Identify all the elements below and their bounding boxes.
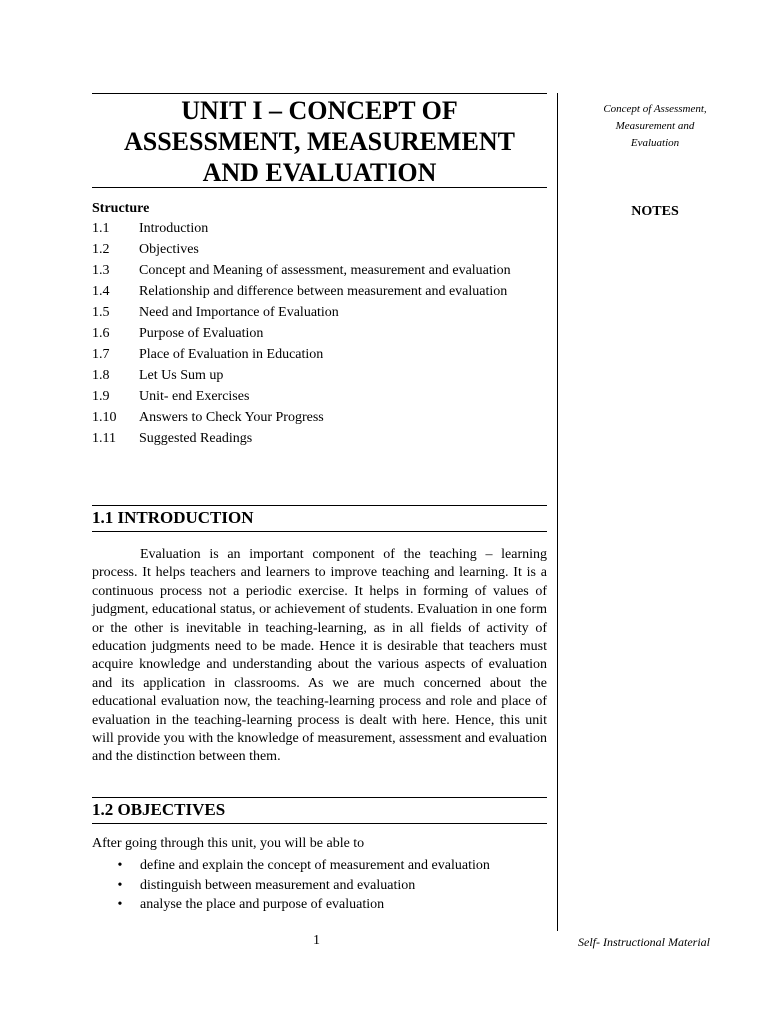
structure-item: [92, 281, 547, 302]
structure-item-number: 1.2: [92, 242, 110, 257]
caption-line: Measurement and: [615, 120, 695, 132]
structure-item-text: Need and Importance of Evaluation: [139, 305, 339, 320]
list-item: [92, 876, 547, 896]
structure-item: [92, 239, 547, 260]
structure-item-text: Answers to Check Your Progress: [139, 410, 324, 425]
structure-item-text: Suggested Readings: [139, 431, 253, 446]
structure-item-number: 1.3: [92, 263, 110, 278]
section-bottom-rule: [92, 823, 547, 824]
structure-item-number: 1.4: [92, 284, 110, 299]
structure-item-text: Purpose of Evaluation: [139, 326, 264, 341]
structure-item-text: Unit- end Exercises: [139, 389, 250, 404]
introduction-paragraph: Evaluation is an important component of the teaching – learning process. It helps teachers and learners to improve teaching and learning. It is a continuous process not a periodic exercise. It helps in forming of values of judgment, educational status, or achievement of students. Evaluation in one form or the other is inevitable in teaching-learning, as in all fields of activity of education judgments need to be made. Hence it is desirable that teachers must acquire knowledge and understanding about the various aspects of evaluation and its application in classrooms. As we are much concerned about the educational evaluation now, the teaching-learning process and role and place of evaluation in the teaching-learning process is dealt with here. Hence, this unit will provide you with the knowledge of measurement, assessment and evaluation and the distinction between them.: [92, 547, 547, 765]
section-top-rule: [92, 505, 547, 506]
structure-item: [92, 218, 547, 239]
section-top-rule: [92, 797, 547, 798]
caption-line: Concept of Assessment,: [603, 103, 707, 115]
structure-item-text: Place of Evaluation in Education: [139, 347, 324, 362]
structure-item-text: Relationship and difference between measurement and evaluation: [139, 284, 508, 299]
margin-divider: [557, 93, 558, 931]
objective-text: analyse the place and purpose of evaluation: [140, 897, 385, 912]
title-line: AND EVALUATION: [202, 158, 437, 187]
title-line: ASSESSMENT, MEASUREMENT: [123, 127, 516, 156]
objective-text: define and explain the concept of measurement and evaluation: [140, 858, 490, 873]
bullet-icon: •: [117, 877, 123, 893]
structure-item: [92, 260, 547, 281]
page-number: 1: [313, 933, 320, 948]
title-top-rule: [92, 93, 547, 94]
structure-item-text: Objectives: [139, 242, 199, 257]
caption-line: Evaluation: [630, 137, 680, 149]
structure-item-number: 1.8: [92, 368, 110, 383]
structure-item-number: 1.7: [92, 347, 110, 362]
structure-item-number: 1.10: [92, 410, 117, 425]
objectives-list: [92, 856, 547, 915]
structure-item: [92, 365, 547, 386]
structure-item: [92, 407, 547, 428]
structure-item-number: 1.9: [92, 389, 110, 404]
notes-label: NOTES: [631, 204, 679, 219]
structure-item: [92, 386, 547, 407]
unit-title: [92, 95, 547, 188]
title-bottom-rule: [92, 187, 547, 188]
introduction-heading: 1.1 INTRODUCTION: [92, 508, 254, 527]
structure-item-number: 1.11: [92, 431, 116, 446]
title-line: UNIT I – CONCEPT OF: [181, 96, 458, 125]
section-bottom-rule: [92, 531, 547, 532]
bullet-icon: •: [117, 858, 123, 873]
structure-item: [92, 323, 547, 344]
structure-item-text: Let Us Sum up: [139, 368, 224, 383]
structure-heading: Structure: [92, 201, 150, 216]
list-item: [92, 856, 547, 876]
structure-item-text: Introduction: [139, 221, 209, 236]
bullet-icon: •: [117, 897, 123, 912]
structure-item-number: 1.5: [92, 305, 110, 320]
structure-item-text: Concept and Meaning of assessment, measurement and evaluation: [139, 263, 511, 278]
structure-item-number: 1.6: [92, 326, 110, 341]
running-header-caption: [580, 101, 730, 152]
structure-item: [92, 344, 547, 365]
structure-item: [92, 302, 547, 323]
structure-item: [92, 428, 547, 449]
footer-label: Self- Instructional Material: [578, 935, 710, 949]
objectives-intro: After going through this unit, you will be able to: [92, 836, 365, 851]
objective-text: distinguish between measurement and evaluation: [140, 877, 416, 893]
list-item: [92, 895, 547, 915]
structure-list: [92, 218, 547, 449]
objectives-heading: 1.2 OBJECTIVES: [92, 800, 226, 819]
structure-item-number: 1.1: [92, 221, 110, 236]
